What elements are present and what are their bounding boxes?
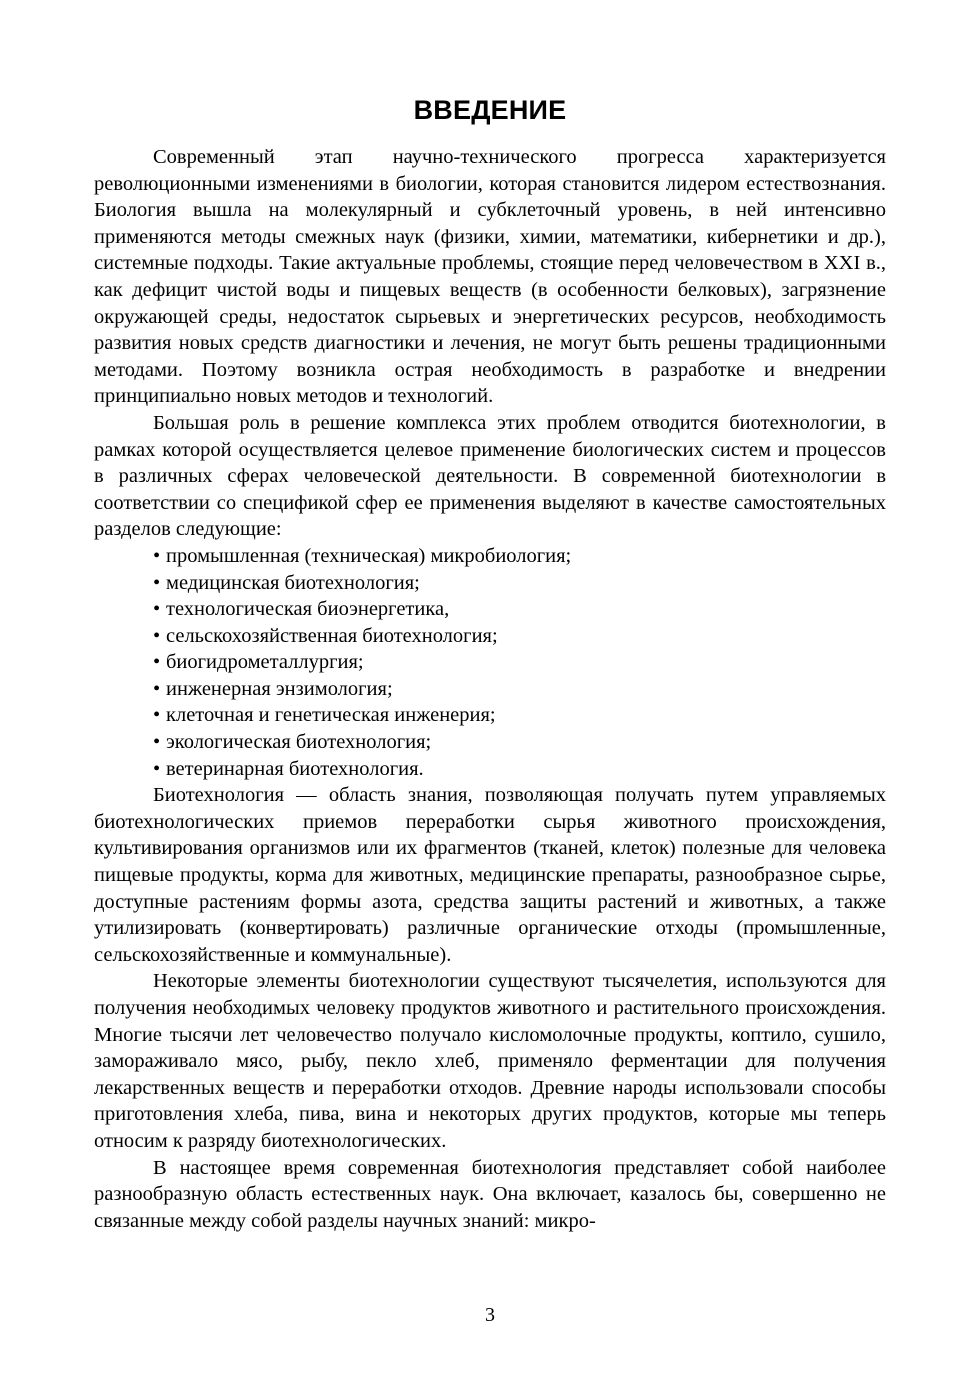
list-item-text: биогидрометаллургия;: [166, 651, 364, 674]
list-item-text: клеточная и генетическая инженерия;: [166, 704, 496, 727]
paragraph-modern: В настоящее время современная биотехнология представляет собой наиболее разнообразную область естественных наук. Она включает, казалось бы, совершенно не связанные между собой разделы научных знаний: микро-: [94, 1156, 886, 1232]
page-title: ВВЕДЕНИЕ: [413, 95, 567, 125]
list-item: [153, 543, 886, 570]
paragraph-definition: Биотехнология — область знания, позволяющая получать путем управляемых биотехнологических приемов переработки сырья животного происхождения, культивирования организмов или их фрагментов (тканей, клеток) полезные для человека пищевые продукты, корма для животных, медицинские препараты, разнообразное сырье, доступные растениям формы азота, средства защиты растений и животных, а также утилизировать (конвертировать) различные органические отходы (промышленные, сельскохозяйственные и коммунальные).: [94, 784, 886, 966]
list-item: [153, 649, 886, 676]
list-item-text: инженерная энзимология;: [166, 677, 393, 700]
list-item: [153, 756, 886, 783]
list-item: [153, 596, 886, 623]
list-item-text: медицинская биотехнология;: [166, 571, 420, 594]
list-item-text: технологическая биоэнергетика,: [166, 598, 450, 621]
bullet-icon: •: [153, 651, 161, 674]
bullet-icon: •: [153, 731, 161, 754]
list-item-text: промышленная (техническая) микробиология;: [166, 544, 572, 567]
bullet-icon: •: [153, 544, 161, 567]
document-page: [94, 93, 886, 1234]
list-item: [153, 729, 886, 756]
page-number: 3: [485, 1304, 495, 1326]
list-item: [153, 702, 886, 729]
list-item-text: сельскохозяйственная биотехнология;: [166, 624, 498, 647]
bullet-icon: •: [153, 704, 161, 727]
sections-list: [94, 543, 886, 782]
bullet-icon: •: [153, 571, 161, 594]
list-item: [153, 623, 886, 650]
bullet-icon: •: [153, 598, 161, 621]
paragraph-history: Некоторые элементы биотехнологии существуют тысячелетия, используются для получения необходимых человеку продуктов животного и растительного происхождения. Многие тысячи лет человечество получало кисломолочные продукты, коптило, сушило, замораживало мясо, рыбу, пекло хлеб, применяло ферментации для получения лекарственных веществ и переработки отходов. Древние народы использовали способы приготовления хлеба, пива, вина и некоторых других продуктов, которые мы теперь относим к разряду биотехнологических.: [94, 970, 886, 1152]
list-item-text: ветеринарная биотехнология.: [166, 757, 424, 780]
list-item: [153, 570, 886, 597]
bullet-icon: •: [153, 624, 161, 647]
paragraph-biotech-role: Большая роль в решение комплекса этих проблем отводится биотехнологии, в рамках которой осуществляется целевое применение биологических систем и процессов в различных сферах человеческой деятельности. В современной биотехнологии в соответствии со спецификой сфер ее применения выделяют в качестве самостоятельных разделов следующие:: [94, 411, 886, 541]
list-item-text: экологическая биотехнология;: [166, 731, 432, 754]
list-item: [153, 676, 886, 703]
bullet-icon: •: [153, 757, 161, 780]
paragraph-intro: Современный этап научно-технического прогресса характеризуется революционными изменениями в биологии, которая становится лидером естествознания. Биология вышла на молекулярный и субклеточный уровень, в ней интенсивно применяются методы смежных наук (физики, химии, математики, кибернетики и др.), системные подходы. Такие актуальные проблемы, стоящие перед человечеством в XXI в., как дефицит чистой воды и пищевых веществ (в особенности белковых), загрязнение окружающей среды, недостаток сырьевых и энергетических ресурсов, необходимость развития новых средств диагностики и лечения, не могут быть решены традиционными методами. Поэтому возникла острая необходимость в разработке и внедрении принципиально новых методов и технологий.: [94, 146, 886, 408]
bullet-icon: •: [153, 677, 161, 700]
